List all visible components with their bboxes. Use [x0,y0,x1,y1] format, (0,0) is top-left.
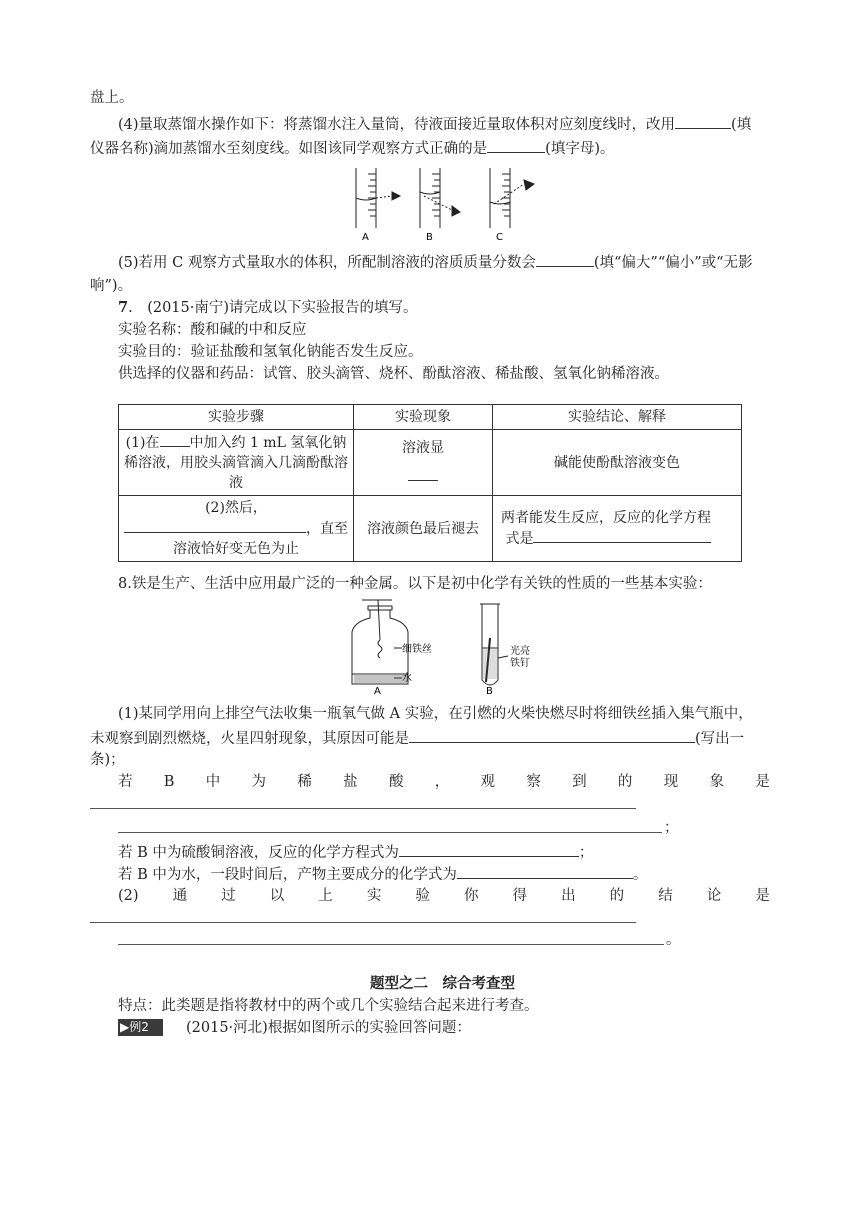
q8-s1-line1: (1)某同学用向上排空气法收集一瓶氧气做 A 实验，在引燃的火柴快燃尽时将细铁丝插入集气瓶中， [118,706,753,722]
table-cell-phenomenon2: 溶液颜色最后褪去 [354,496,493,562]
step2-blank[interactable] [124,518,306,533]
q8-intro: 8.铁是生产、生活中应用最广泛的一种金属。以下是初中化学有关铁的性质的一些基本实验： [118,576,712,592]
q8-hcl-line: 若 B 中 为 稀 盐 酸 ， 观 察 到 的 现 象 是 [118,774,770,790]
reason-blank[interactable] [409,728,695,743]
iron-experiment-figure [340,598,540,696]
continued-text: 盘上。 [90,90,134,106]
q5-line1: (5)若用 C 观察方式量取水的体积，所配制溶液的溶质质量分数会 (填“偏大”“偏小”或“无影 [118,252,753,273]
table-cell-conclusion2: 两者能发生反应，反应的化学方程 式是 [493,496,742,562]
fig-label-a: A [374,686,381,696]
table-row [119,496,742,562]
table-row [119,430,742,496]
fig-label-b: B [486,686,493,696]
table-header: 实验结论、解释 [493,405,742,430]
fig-label-a: A [362,232,369,243]
q4-blank-letter[interactable] [487,138,545,153]
q8-cuso4-line: 若 B 中为硫酸铜溶液，反应的化学方程式为 ； [118,842,593,863]
q4-text: (4)量取蒸馏水操作如下：将蒸馏水注入量筒，待液面接近量取体积对应刻度线时，改用 [118,117,676,133]
table-header: 实验步骤 [119,405,354,430]
cylinder-reading-figure [348,162,548,246]
semicolon: ； [664,820,679,836]
formula-blank[interactable] [457,864,633,879]
water-label: 水 [402,673,412,684]
fig-label-b: B [426,232,433,243]
q4-blank-instrument[interactable] [675,114,731,129]
cuso4-equation-blank[interactable] [399,842,579,857]
q7-heading: 7. (2015·南宁)请完成以下实验报告的填写。 [118,299,418,316]
q8-s1-line2: 未观察到剧烈燃烧，火星四射现象，其原因可能是 (写出一 [90,728,744,749]
table-header: 实验现象 [354,405,493,430]
q5-line2: 响”)。 [90,278,133,294]
q4-line1: (4)量取蒸馏水操作如下：将蒸馏水注入量筒，待液面接近量取体积对应刻度线时，改用 (填 [118,114,751,135]
q7-supplies: 供选择的仪器和药品：试管、胶头滴管、烧杯、酚酞溶液、稀盐酸、氢氧化钠稀溶液。 [118,366,669,382]
q5-blank[interactable] [536,252,594,267]
hcl-answer-line-2[interactable] [118,832,662,833]
table-cell-step2: (2)然后， ，直至 溶液恰好变无色为止 [119,496,354,562]
q7-purpose: 实验目的：验证盐酸和氢氧化钠能否发生反应。 [118,344,423,360]
q8-s2-line: (2) 通 过 以 上 实 验 你 得 出 的 结 论 是 [118,888,770,904]
hcl-answer-line-1[interactable] [90,808,636,809]
nail-label-2: 铁钉 [510,658,530,669]
section-feature: 特点：此类题是指将教材中的两个或几个实验结合起来进行考查。 [118,998,539,1014]
section-title: 题型之二 综合考查型 [370,975,515,992]
q4-line2: 仪器名称)滴加蒸馏水至刻度线。如图该同学观察方式正确的是 (填字母)。 [90,138,614,159]
table-cell-step1: (1)在 中加入约 1 mL 氢氧化钠稀溶液，用胶头滴管滴入几滴酚酞溶液 [119,430,354,496]
wire-label: 细铁丝 [402,644,432,655]
q8-water-line: 若 B 中为水，一段时间后，产物主要成分的化学式为 。 [118,864,647,885]
phenomenon1-blank[interactable] [408,466,438,481]
table-cell-phenomenon1: 溶液显 [354,430,493,496]
table-header-row [119,405,742,430]
nail-label-1: 光亮 [510,646,530,657]
example-text: (2015·河北)根据如图所示的实验回答问题： [186,1020,471,1036]
period: 。 [666,932,681,948]
experiment-report-table [118,404,742,562]
equation-blank[interactable] [533,528,711,543]
table-cell-conclusion1: 碱能使酚酞溶液变色 [493,430,742,496]
conclusion-answer-line-1[interactable] [90,922,636,923]
step1-blank[interactable] [160,432,190,447]
example-badge: ▶例2 [118,1019,163,1036]
q8-s1-line3: 条)； [90,752,125,768]
conclusion-answer-line-2[interactable] [118,944,664,945]
fig-label-c: C [496,232,503,243]
q7-name: 实验名称：酸和碱的中和反应 [118,322,307,338]
